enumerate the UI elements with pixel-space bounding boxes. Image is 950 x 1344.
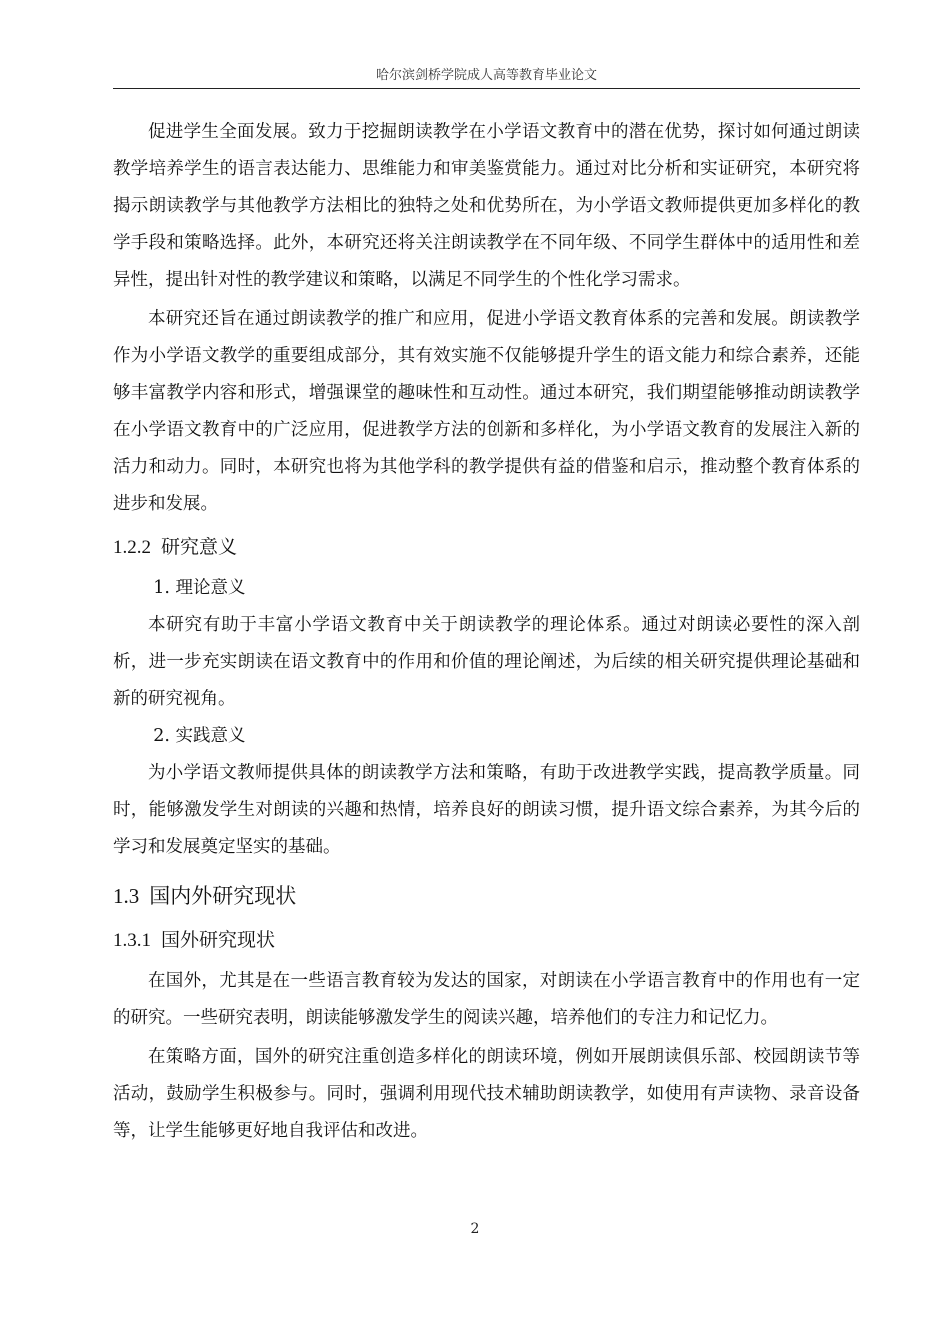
paragraph-practice: 为小学语文教师提供具体的朗读教学方法和策略，有助于改进教学实践，提高教学质量。同时，能够激发学生对朗读的兴趣和热情，培养良好的朗读习惯，提升语文综合素养，为其今后的学习和发展奠定坚实的基础。 <box>113 763 860 857</box>
paragraph-foreign-strategy: 在策略方面，国外的研究注重创造多样化的朗读环境，例如开展朗读俱乐部、校园朗读节等活动，鼓励学生积极参与。同时，强调利用现代技术辅助朗读教学，如使用有声读物、录音设备等，让学生能够更好地自我评估和改进。 <box>113 1047 860 1141</box>
paragraph-research-aim: 本研究还旨在通过朗读教学的推广和应用，促进小学语文教育体系的完善和发展。朗读教学作为小学语文教学的重要组成部分，其有效实施不仅能够提升学生的语文能力和综合素养，还能够丰富教学内容和形式，增强课堂的趣味性和互动性。通过本研究，我们期望能够推动朗读教学在小学语文教育中的广泛应用，促进教学方法的创新和多样化，为小学语文教育的发展注入新的活力和动力。同时，本研究也将为其他学科的教学提供有益的借鉴和启示，推动整个教育体系的进步和发展。 <box>113 309 860 514</box>
running-header: 哈尔滨剑桥学院成人高等教育毕业论文 <box>375 68 597 83</box>
header-rule <box>113 88 860 89</box>
paragraph-continued: 促进学生全面发展。致力于挖掘朗读教学在小学语文教育中的潜在优势，探讨如何通过朗读教学培养学生的语言表达能力、思维能力和审美鉴赏能力。通过对比分析和实证研究，本研究将揭示朗读教学与其他教学方法相比的独特之处和优势所在，为小学语文教师提供更加多样化的教学手段和策略选择。此外，本研究还将关注朗读教学在不同年级、不同学生群体中的适用性和差异性，提出针对性的教学建议和策略，以满足不同学生的个性化学习需求。 <box>113 122 860 290</box>
paragraph-foreign-research: 在国外，尤其是在一些语言教育较为发达的国家，对朗读在小学语言教育中的作用也有一定的研究。一些研究表明，朗读能够激发学生的阅读兴趣，培养他们的专注力和记忆力。 <box>113 971 860 1028</box>
subsection-practice: 2. 实践意义 <box>153 726 246 746</box>
section-heading-1-2-2 <box>113 529 860 566</box>
section-title: 研究意义 <box>161 536 238 558</box>
section-number: 1.3 <box>113 884 140 908</box>
section-heading-1-3-1 <box>113 922 860 959</box>
section-number: 1.2.2 <box>113 537 151 558</box>
section-title: 国内外研究现状 <box>149 884 297 908</box>
subsection-theory: 1. 理论意义 <box>153 578 246 598</box>
section-heading-1-3 <box>113 876 860 916</box>
section-number: 1.3.1 <box>113 930 151 951</box>
section-title: 国外研究现状 <box>161 929 276 951</box>
paper-body <box>113 114 860 1150</box>
page-number: 2 <box>470 1221 480 1237</box>
paragraph-theory: 本研究有助于丰富小学语文教育中关于朗读教学的理论体系。通过对朗读必要性的深入剖析，进一步充实朗读在语文教育中的作用和价值的理论阐述，为后续的相关研究提供理论基础和新的研究视角。 <box>113 615 860 709</box>
